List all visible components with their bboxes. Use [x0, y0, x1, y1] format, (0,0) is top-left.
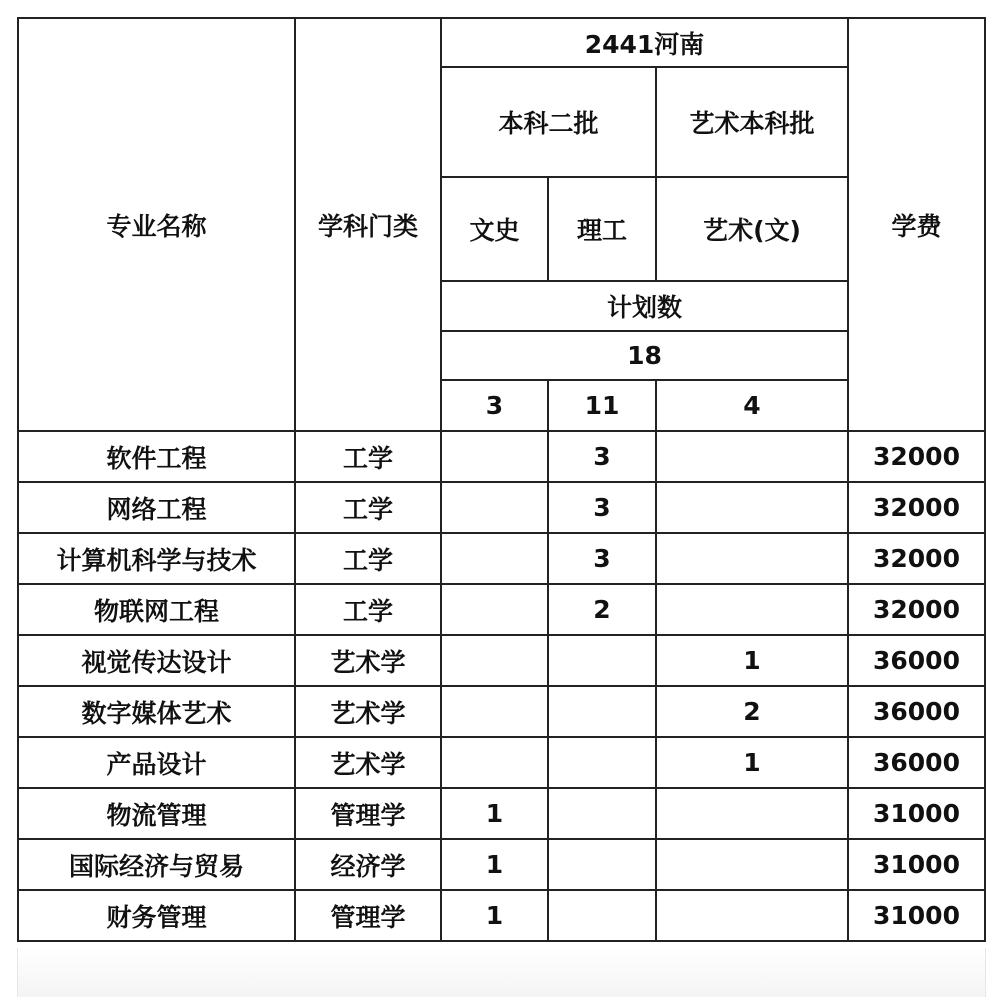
table-row: [18, 584, 985, 635]
header-plan-total: 18: [441, 331, 848, 380]
enrollment-plan-table: [17, 17, 986, 942]
table-row: [18, 686, 985, 737]
science-count-cell: [548, 737, 656, 788]
liberal-count-cell: [441, 686, 548, 737]
liberal-count-cell: 1: [441, 839, 548, 890]
science-count-cell: 2: [548, 584, 656, 635]
header-category: 学科门类: [295, 18, 441, 431]
header-batch-art: 艺术本科批: [656, 67, 848, 177]
table-row: [18, 788, 985, 839]
header-count-art: 4: [656, 380, 848, 431]
category-cell: 管理学: [295, 788, 441, 839]
header-province: 2441河南: [441, 18, 848, 67]
art-count-cell: 2: [656, 686, 848, 737]
liberal-count-cell: [441, 737, 548, 788]
tuition-cell: 36000: [848, 737, 985, 788]
major-name-cell: 物流管理: [18, 788, 295, 839]
science-count-cell: 3: [548, 482, 656, 533]
liberal-count-cell: 1: [441, 788, 548, 839]
science-count-cell: [548, 839, 656, 890]
major-name-cell: 网络工程: [18, 482, 295, 533]
header-batch-regular: 本科二批: [441, 67, 656, 177]
liberal-count-cell: [441, 635, 548, 686]
art-count-cell: [656, 533, 848, 584]
art-count-cell: [656, 890, 848, 941]
tuition-cell: 31000: [848, 788, 985, 839]
category-cell: 经济学: [295, 839, 441, 890]
art-count-cell: 1: [656, 737, 848, 788]
major-name-cell: 财务管理: [18, 890, 295, 941]
major-name-cell: 软件工程: [18, 431, 295, 482]
liberal-count-cell: [441, 584, 548, 635]
major-name-cell: 视觉传达设计: [18, 635, 295, 686]
science-count-cell: [548, 635, 656, 686]
science-count-cell: [548, 686, 656, 737]
header-tuition: 学费: [848, 18, 985, 431]
table-row: [18, 839, 985, 890]
tuition-cell: 36000: [848, 635, 985, 686]
science-count-cell: [548, 788, 656, 839]
table-row: [18, 533, 985, 584]
category-cell: 工学: [295, 431, 441, 482]
art-count-cell: [656, 431, 848, 482]
tuition-cell: 32000: [848, 431, 985, 482]
category-cell: 管理学: [295, 890, 441, 941]
category-cell: 艺术学: [295, 686, 441, 737]
science-count-cell: 3: [548, 431, 656, 482]
category-cell: 工学: [295, 482, 441, 533]
table-row: [18, 431, 985, 482]
category-cell: 工学: [295, 584, 441, 635]
liberal-count-cell: [441, 533, 548, 584]
science-count-cell: 3: [548, 533, 656, 584]
major-name-cell: 数字媒体艺术: [18, 686, 295, 737]
science-count-cell: [548, 890, 656, 941]
liberal-count-cell: [441, 482, 548, 533]
table-row: [18, 737, 985, 788]
tuition-cell: 32000: [848, 482, 985, 533]
liberal-count-cell: [441, 431, 548, 482]
major-name-cell: 物联网工程: [18, 584, 295, 635]
header-plan-label: 计划数: [441, 281, 848, 331]
table-row: [18, 482, 985, 533]
art-count-cell: [656, 788, 848, 839]
tuition-cell: 32000: [848, 584, 985, 635]
art-count-cell: 1: [656, 635, 848, 686]
major-name-cell: 产品设计: [18, 737, 295, 788]
tuition-cell: 32000: [848, 533, 985, 584]
header-count-science: 11: [548, 380, 656, 431]
category-cell: 艺术学: [295, 737, 441, 788]
category-cell: 工学: [295, 533, 441, 584]
header-count-liberal: 3: [441, 380, 548, 431]
tuition-cell: 31000: [848, 839, 985, 890]
header-type-liberal: 文史: [441, 177, 548, 281]
category-cell: 艺术学: [295, 635, 441, 686]
tuition-cell: 36000: [848, 686, 985, 737]
tuition-cell: 31000: [848, 890, 985, 941]
header-type-art: 艺术(文): [656, 177, 848, 281]
art-count-cell: [656, 482, 848, 533]
page-bottom-area: [17, 948, 986, 997]
major-name-cell: 计算机科学与技术: [18, 533, 295, 584]
art-count-cell: [656, 839, 848, 890]
header-major-name: 专业名称: [18, 18, 295, 431]
table-row: [18, 635, 985, 686]
art-count-cell: [656, 584, 848, 635]
header-type-science: 理工: [548, 177, 656, 281]
major-name-cell: 国际经济与贸易: [18, 839, 295, 890]
table-row: [18, 890, 985, 941]
liberal-count-cell: 1: [441, 890, 548, 941]
